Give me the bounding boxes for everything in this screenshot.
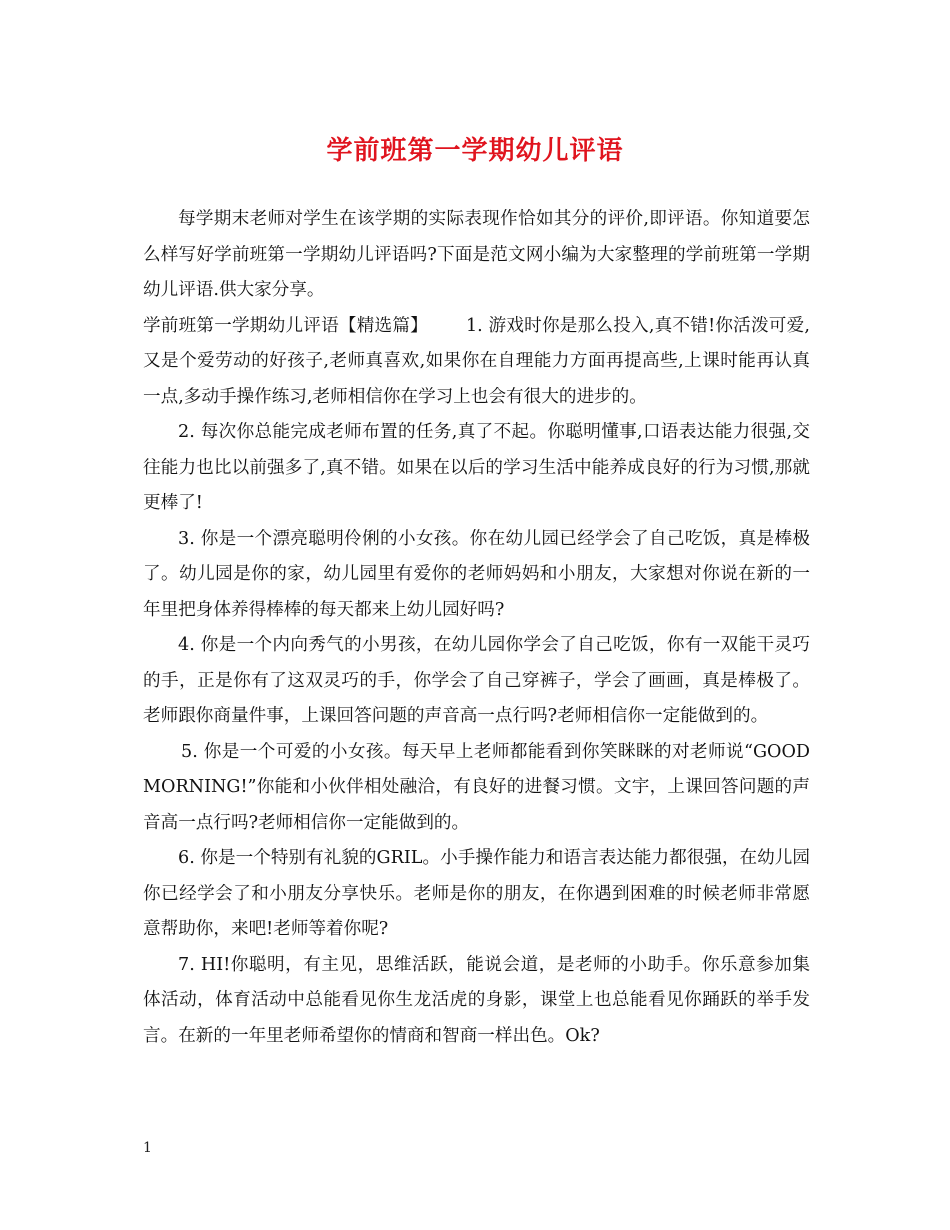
comment-3: 3. 你是一个漂亮聪明伶俐的小女孩。你在幼儿园已经学会了自己吃饭，真是棒极了。幼儿园是你的家，幼儿园里有爱你的老师妈妈和小朋友，大家想对你说在新的一年里把身体养得棒棒的每天都来上幼儿园好吗? bbox=[143, 528, 810, 620]
document-title: 学前班第一学期幼儿评语 bbox=[326, 136, 624, 166]
comment-2: 2. 每次你总能完成老师布置的任务,真了不起。你聪明懂事,口语表达能力很强,交往能力也比以前强多了,真不错。如果在以后的学习生活中能养成良好的行为习惯,那就更棒了! bbox=[143, 422, 810, 513]
comment-1: 1. 游戏时你是那么投入,真不错!你活泼可爱,又是个爱劳动的好孩子,老师真喜欢,如果你在自理能力方面再提高些,上课时能再认真一点,多动手操作练习,老师相信你在学习上也会有很大的进步的。 bbox=[143, 315, 810, 407]
comment-4: 4. 你是一个内向秀气的小男孩，在幼儿园你学会了自己吃饭，你有一双能干灵巧的手，正是你有了这双灵巧的手，你学会了自己穿裤子，学会了画画，真是棒极了。老师跟你商量件事，上课回答问题的声音高一点行吗?老师相信你一定能做到的。 bbox=[143, 635, 810, 726]
intro-paragraph: 每学期末老师对学生在该学期的实际表现作恰如其分的评价,即评语。你知道要怎么样写好学前班第一学期幼儿评语吗?下面是范文网小编为大家整理的学前班第一学期幼儿评语.供大家分享。 bbox=[143, 209, 810, 300]
comment-7: 7. HI!你聪明，有主见，思维活跃，能说会道，是老师的小助手。你乐意参加集体活动，体育活动中总能看见你生龙活虎的身影，课堂上也总能看见你踊跃的举手发言。在新的一年里老师希望你的情商和智商一样出色。Ok? bbox=[143, 954, 810, 1046]
page-number: 1 bbox=[143, 1140, 152, 1156]
section-paragraph bbox=[143, 309, 810, 416]
document-body bbox=[143, 202, 810, 1054]
comment-5: 5. 你是一个可爱的小女孩。每天早上老师都能看到你笑眯眯的对老师说“GOOD MORNING!”你能和小伙伴相处融洽，有良好的进餐习惯。文宇，上课回答问题的声音高一点行吗?老师相信你一定能做到的。 bbox=[143, 741, 810, 833]
section-heading: 学前班第一学期幼儿评语【精选篇】 bbox=[143, 315, 428, 336]
comment-6: 6. 你是一个特别有礼貌的GRIL。小手操作能力和语言表达能力都很强，在幼儿园你已经学会了和小朋友分享快乐。老师是你的朋友，在你遇到困难的时候老师非常愿意帮助你，来吧!老师等着你呢? bbox=[143, 848, 810, 939]
